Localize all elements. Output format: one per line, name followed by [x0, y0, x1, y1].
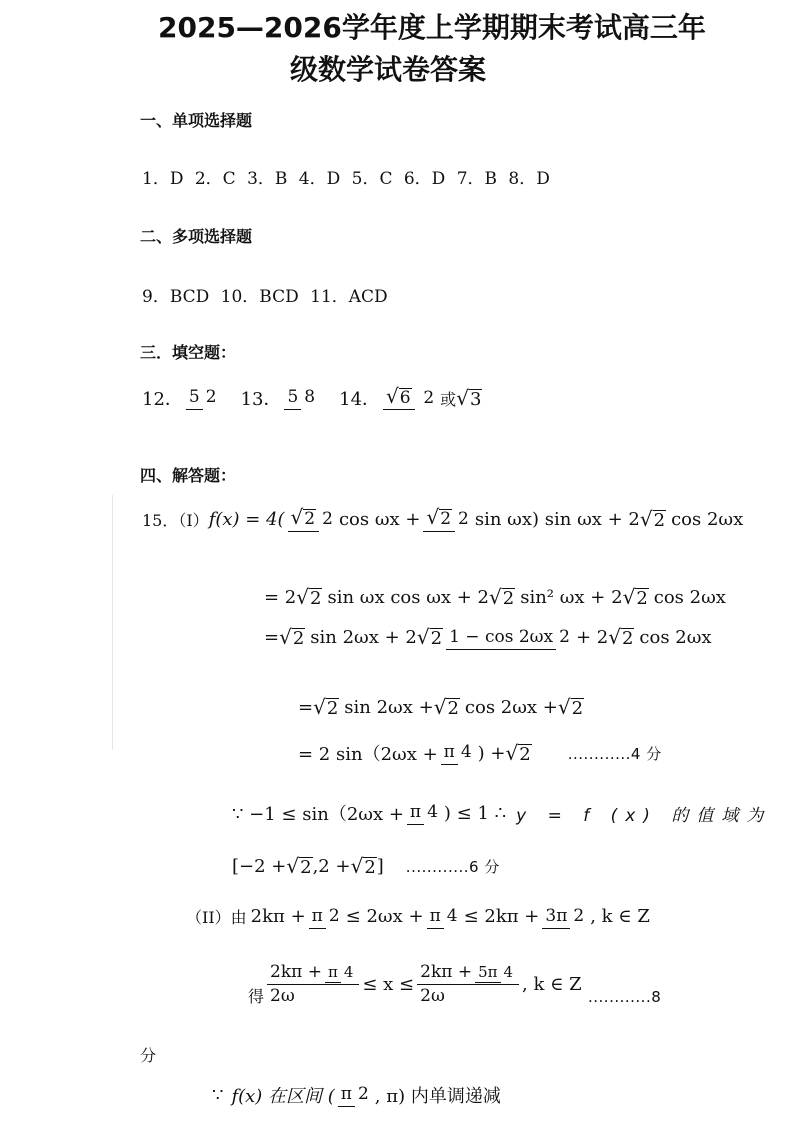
q15-line3-frac: 1 − cos 2ωx 2 [446, 626, 573, 650]
q15-line2: = 2 √2 sin ωx cos ωx + 2 √2 sin² ωx + 2 √2 cos 2ωx [264, 585, 726, 609]
q15-line3: = √2 sin 2ωx + 2 √2 1 − cos 2ωx 2 + 2 √2 cos 2ωx [264, 625, 712, 650]
q15-derive: 得 2kπ + π 4 2ω ≤ x ≤ 2kπ + 5π 4 2ω , k ∈ Z [248, 961, 582, 1006]
q12-label: 12． [142, 389, 183, 410]
q15-label: 15．（I） [142, 510, 209, 530]
q14-fraction [383, 383, 437, 411]
q12-fraction [186, 386, 220, 410]
score-8: ............8 [588, 988, 662, 1006]
q15-interval: [−2 + √2 ,2 + √2 ] ............6 分 [232, 854, 500, 878]
q15-part2: （II）由 2kπ + π 2 ≤ 2ωx + π 4 ≤ 2kπ + 3π 2 , k ∈ Z [186, 906, 650, 928]
q15-line5: = 2 sin（2ωx + π 4 ) + √2 ............4 分 [298, 740, 662, 765]
q13-fraction [284, 386, 318, 410]
q15-line1-tail: cos 2ωx [671, 508, 744, 530]
section-heading-solutions: 四、解答题： [140, 466, 237, 485]
multi-choice-answers: 9．BCD 10．BCD 11．ACD [142, 287, 388, 307]
q15-line1-frac1: √2 2 [288, 507, 336, 532]
q15-line1-sin: sin ωx) sin ωx + 2 [474, 508, 640, 530]
q15-line1: 15．（I） f(x) = 4( √2 2 cos ωx + √2 2 sin ωx) sin ωx + 2 √2 cos 2ωx [142, 505, 744, 531]
q14-or: 或 [440, 389, 457, 409]
section-heading-multi-choice: 二、多项选择题 [140, 227, 253, 246]
fill-blank-answers [142, 385, 482, 411]
q14-denominator: 2 [423, 387, 435, 408]
derive-left-frac: 2kπ + π 4 2ω [267, 963, 359, 1007]
q15-monotonic: ∵ f(x) 在区间 ( π 2 , π) 内单调递减 [212, 1084, 501, 1107]
derive-right-frac: 2kπ + 5π 4 2ω [417, 963, 519, 1007]
score-8-unit: 分 [140, 1046, 157, 1065]
section-heading-single-choice: 一、单项选择题 [140, 111, 253, 130]
q13-label: 13． [240, 389, 282, 410]
q14-label: 14． [339, 389, 381, 410]
q15-line1-lhs: f(x) = 4( [208, 508, 285, 530]
q12-numerator: 5 [186, 388, 203, 410]
q14-alt-sqrt: √3 [456, 385, 482, 410]
score-6: ............6 分 [405, 858, 500, 876]
section-heading-fill-blank: 三．填空题： [140, 343, 237, 362]
q12-denominator: 2 [205, 387, 217, 408]
single-choice-answers: 1．D 2．C 3．B 4．D 5．C 6．D 7．B 8．D [142, 169, 550, 189]
page-title-line2: 级数学试卷答案 [290, 53, 487, 86]
q15-line1-cos: cos ωx + [338, 508, 421, 530]
q13-numerator: 5 [284, 388, 301, 410]
score-4: ............4 分 [567, 744, 662, 763]
q14-sqrt: √6 [386, 383, 411, 408]
page-title-line1: 2025—2026学年度上学期期末考试高三年 [158, 11, 706, 44]
q15-line4: = √2 sin 2ωx + √2 cos 2ωx + √2 [298, 695, 584, 719]
q15-range: ∵ −1 ≤ sin（2ωx + π 4 ) ≤ 1 ∴ y = f (x) 的值域为 [232, 802, 772, 826]
q15-line1-frac2: √2 2 [423, 507, 471, 532]
q13-denominator: 8 [304, 387, 316, 408]
scan-fold-line [112, 495, 113, 750]
